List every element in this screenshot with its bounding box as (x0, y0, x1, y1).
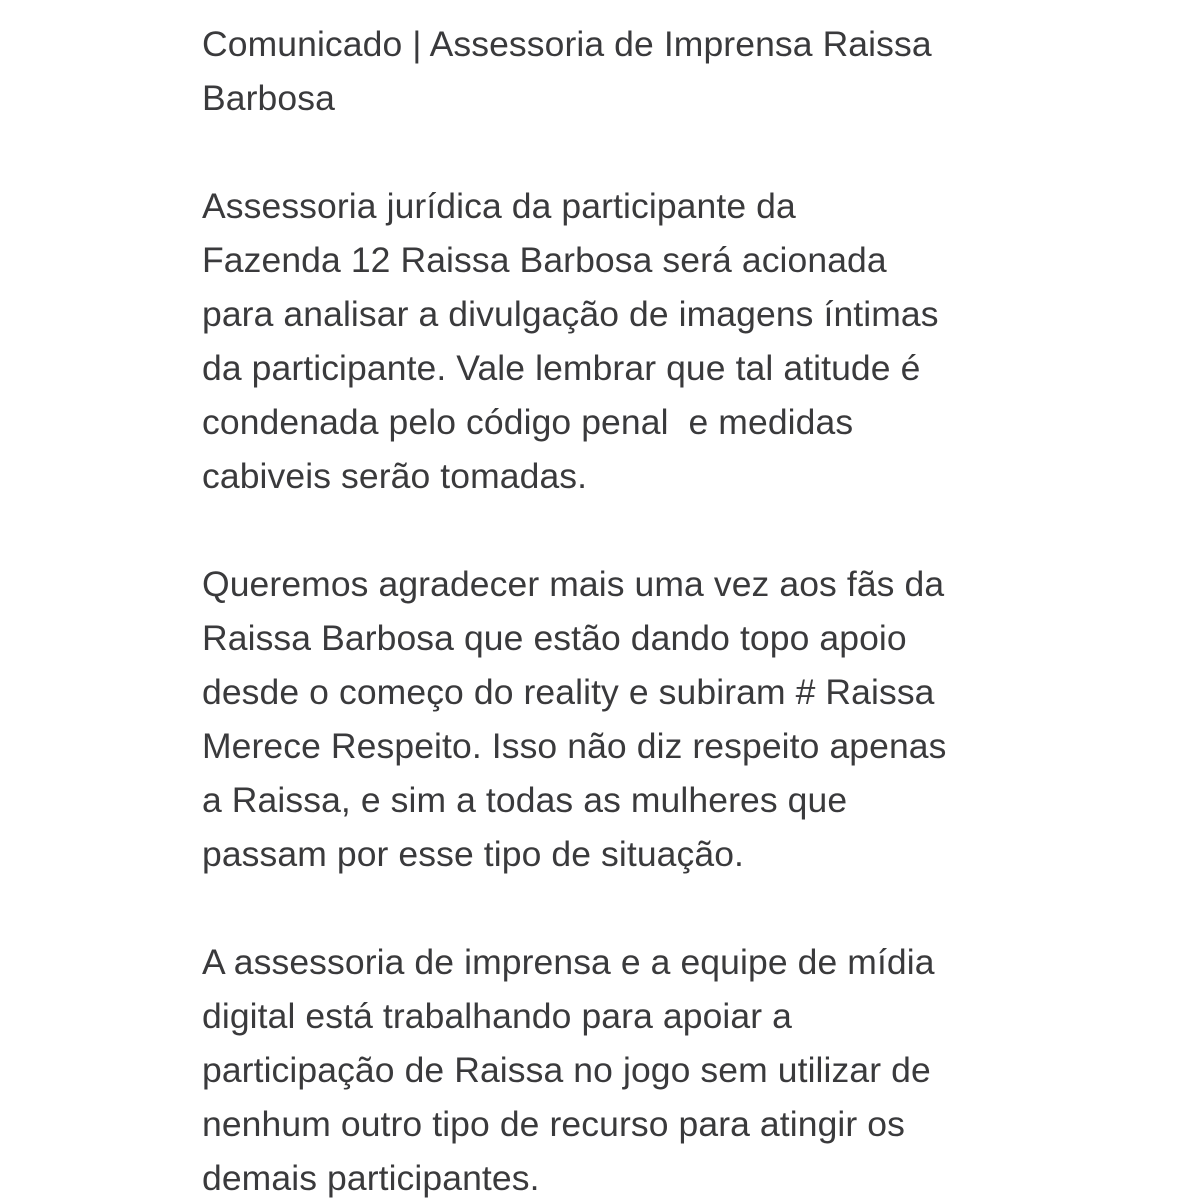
paragraph-line: A assessoria de imprensa e a equipe de mídia (202, 942, 935, 982)
paragraph-thanks-fans (202, 557, 1012, 881)
paragraph-line: participação de Raissa no jogo sem utilizar de (202, 1050, 931, 1090)
paragraph-line: Fazenda 12 Raissa Barbosa será acionada (202, 240, 887, 280)
paragraph-line: passam por esse tipo de situação. (202, 834, 745, 874)
paragraph-line: Queremos agradecer mais uma vez aos fãs da (202, 564, 945, 604)
paragraph-spacer (202, 881, 1012, 935)
paragraph-line: desde o começo do reality e subiram # Raissa (202, 672, 935, 712)
paragraph-spacer (202, 503, 1012, 557)
paragraph-line: condenada pelo código penal e medidas (202, 402, 854, 442)
paragraph-line: nenhum outro tipo de recurso para atingir os (202, 1104, 905, 1144)
paragraph-spacer (202, 125, 1012, 179)
title-line: Comunicado | Assessoria de Imprensa Raissa (202, 24, 932, 64)
paragraph-media-team (202, 935, 1012, 1200)
paragraph-line: da participante. Vale lembrar que tal atitude é (202, 348, 921, 388)
paragraph-line: Raissa Barbosa que estão dando topo apoio (202, 618, 907, 658)
title-line: Barbosa (202, 78, 335, 118)
paragraph-line: digital está trabalhando para apoiar a (202, 996, 792, 1036)
paragraph-line: demais participantes. (202, 1158, 540, 1198)
note-body[interactable] (202, 17, 1012, 1200)
paragraph-line: cabiveis serão tomadas. (202, 456, 588, 496)
paragraph-line: para analisar a divulgação de imagens íntimas (202, 294, 939, 334)
paragraph-line: Assessoria jurídica da participante da (202, 186, 796, 226)
paragraph-line: a Raissa, e sim a todas as mulheres que (202, 780, 848, 820)
paragraph-line: Merece Respeito. Isso não diz respeito apenas (202, 726, 947, 766)
note-title (202, 17, 1012, 125)
paragraph-legal-action (202, 179, 1012, 503)
